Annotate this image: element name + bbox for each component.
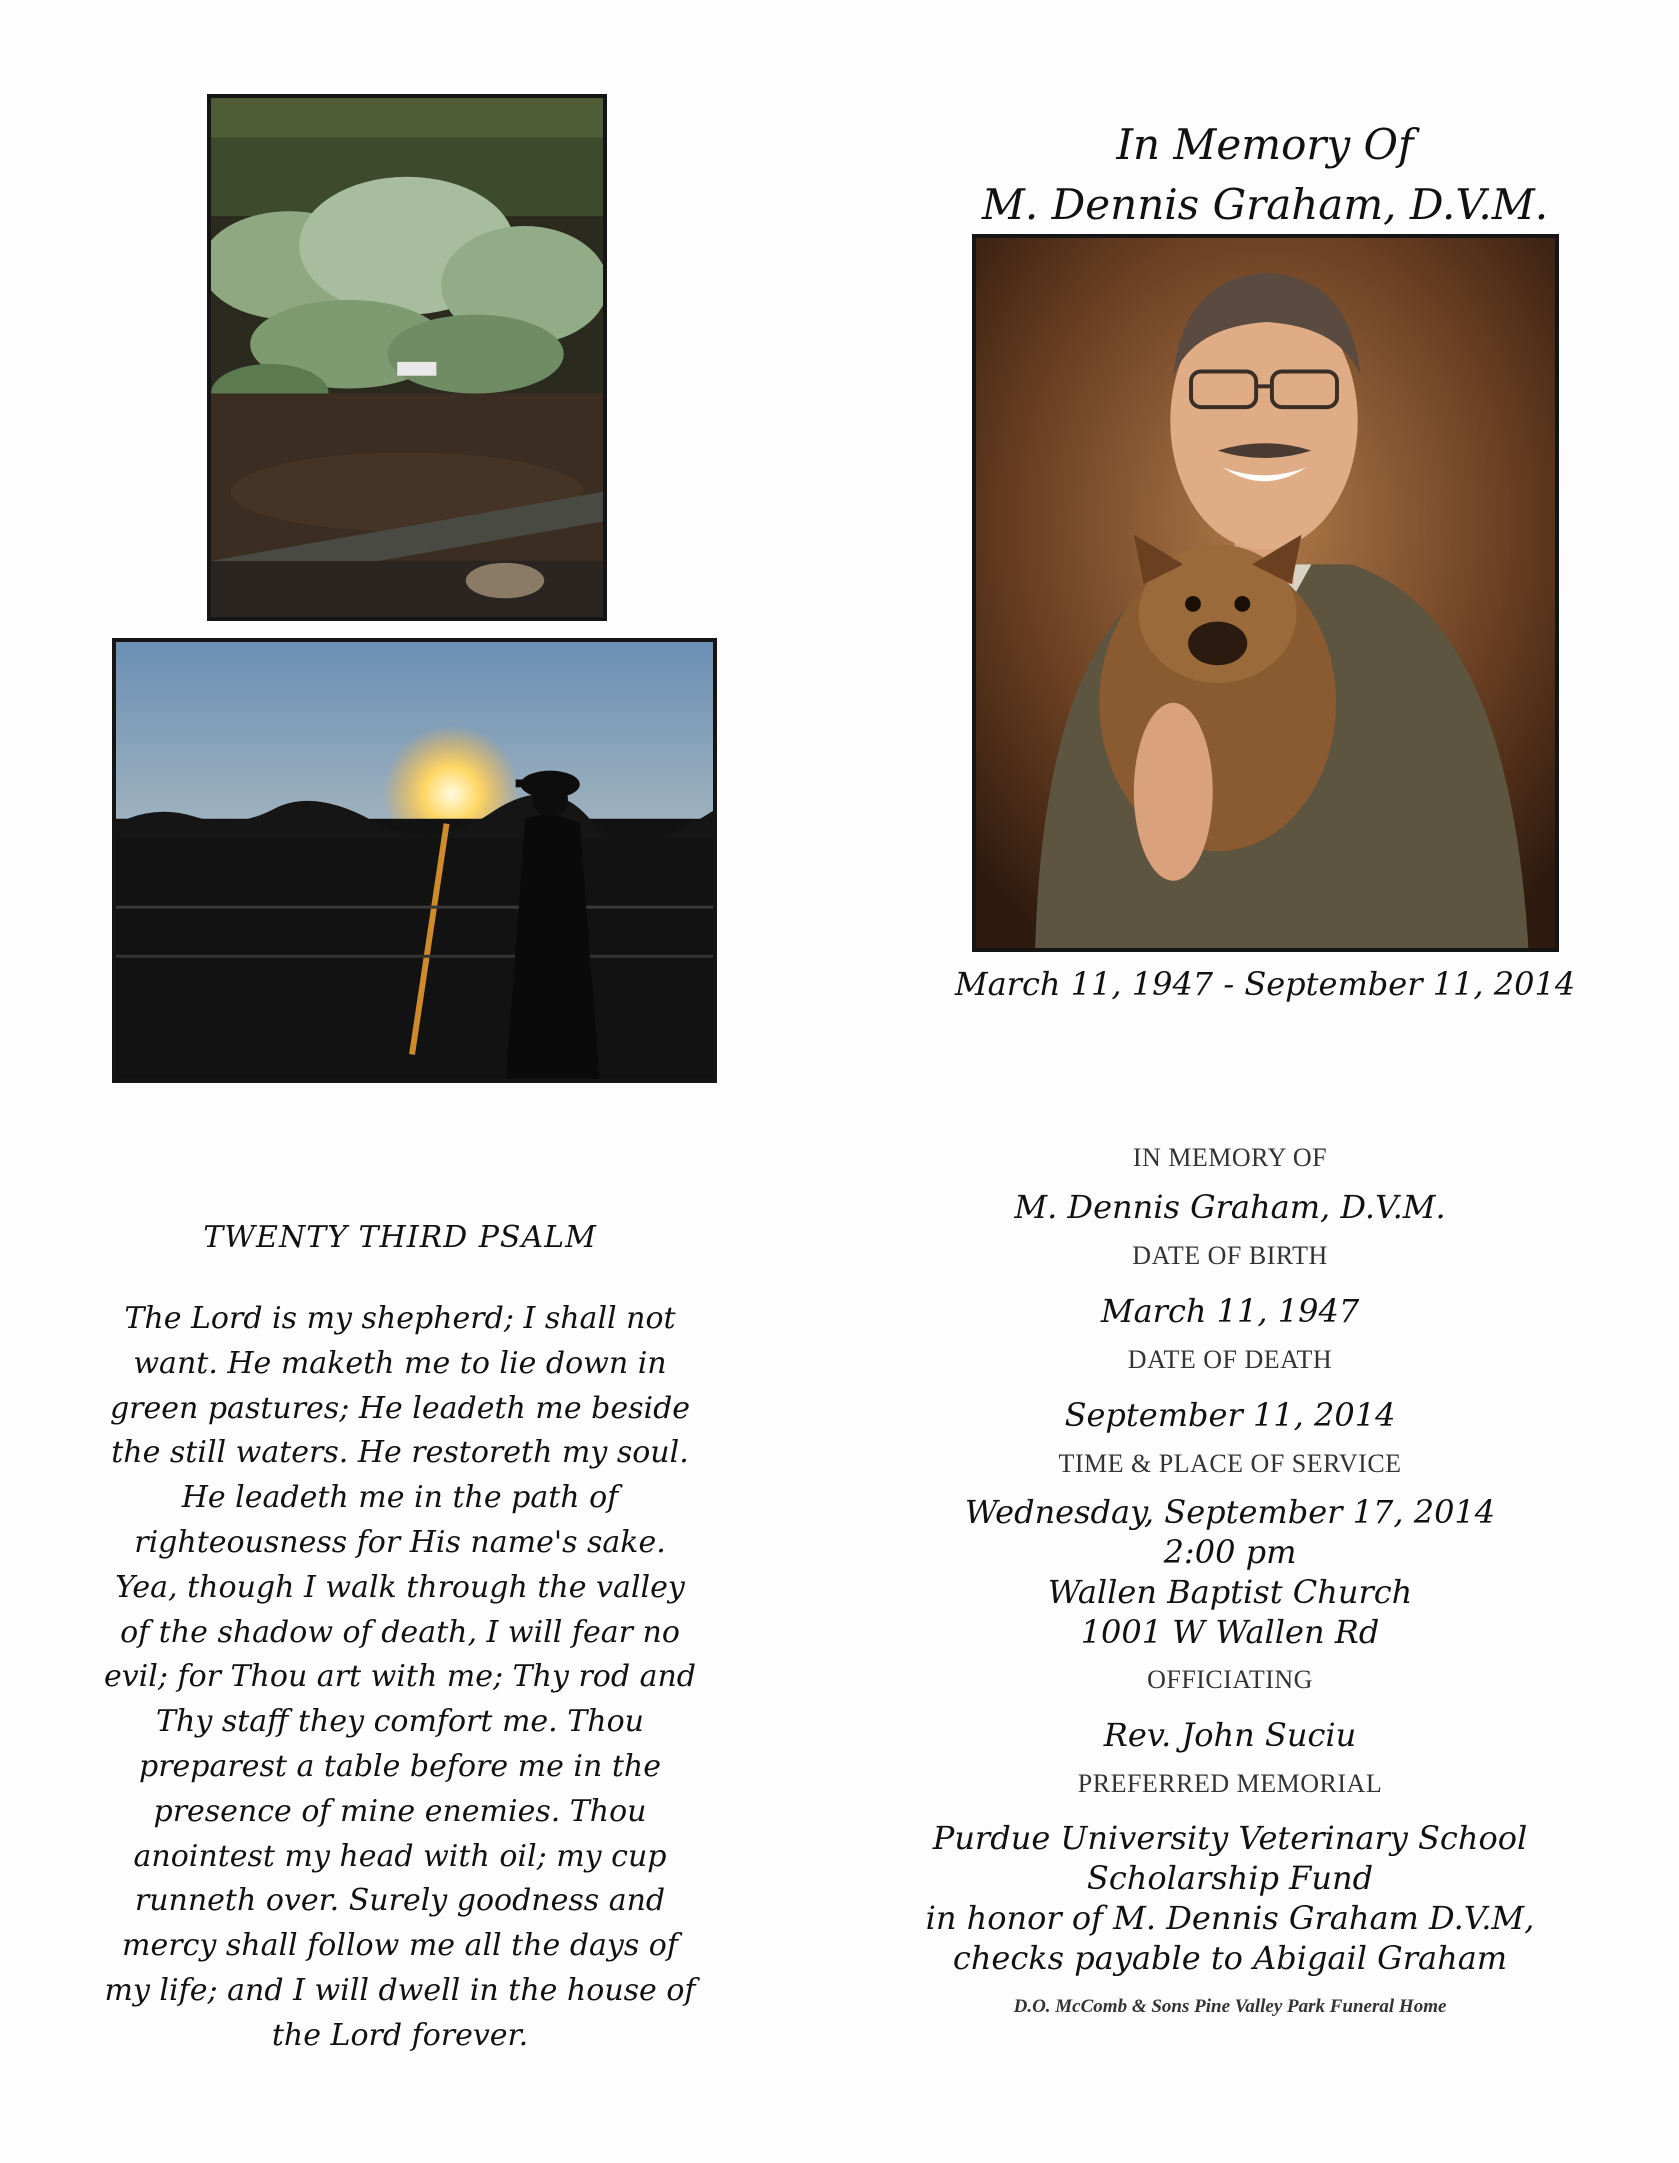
memorial-line: Purdue University Veterinary School (932, 1819, 1528, 1857)
service-date: Wednesday, September 17, 2014 (964, 1493, 1496, 1531)
psalm-line: runneth over. Surely goodness and (134, 1883, 666, 1919)
cover-title-name: M. Dennis Graham, D.V.M. (981, 180, 1549, 229)
cover-title-line1: In Memory Of (1116, 120, 1414, 169)
psalm-line: the still waters. He restoreth my soul. (111, 1435, 689, 1471)
psalm-line: green pastures; He leadeth me beside (109, 1390, 691, 1426)
service-address: 1001 W Wallen Rd (1080, 1613, 1380, 1651)
psalm-line: He leadeth me in the path of (181, 1480, 619, 1516)
birth-label: DATE OF BIRTH (1132, 1241, 1328, 1270)
officiating-label: OFFICIATING (1147, 1665, 1313, 1694)
psalm-line: preparest a table before me in the (139, 1748, 661, 1784)
birth-date: March 11, 1947 (1100, 1292, 1360, 1330)
psalm-line: evil; for Thou art with me; Thy rod and (103, 1659, 697, 1695)
memorial-line: Scholarship Fund (1086, 1859, 1374, 1897)
psalm-line: want. He maketh me to lie down in (133, 1345, 667, 1381)
sunset-image (116, 642, 713, 1079)
psalm-section (100, 1220, 700, 2059)
psalm-title: TWENTY THIRD PSALM (203, 1220, 597, 1255)
sunset-photo (112, 638, 717, 1083)
psalm-line: Thy staff they comfort me. Thou (156, 1704, 644, 1740)
deceased-name: M. Dennis Graham, D.V.M. (1014, 1188, 1446, 1226)
psalm-line: righteousness for His name's sake. (134, 1524, 666, 1560)
service-time: 2:00 pm (1163, 1533, 1297, 1571)
portrait-photo (972, 234, 1559, 952)
memorial-line: checks payable to Abigail Graham (952, 1939, 1508, 1977)
psalm-line: the Lord forever. (271, 2017, 529, 2053)
service-label: TIME & PLACE OF SERVICE (1058, 1449, 1402, 1478)
cover-dates: March 11, 1947 - September 11, 2014 (954, 965, 1576, 1003)
psalm-line: of the shadow of death, I will fear no (120, 1614, 680, 1650)
in-memory-label: IN MEMORY OF (1132, 1143, 1328, 1172)
memorial-label: PREFERRED MEMORIAL (1077, 1769, 1383, 1798)
psalm-line: anointest my head with oil; my cup (133, 1838, 667, 1874)
psalm-line: mercy shall follow me all the days of (122, 1928, 678, 1964)
death-date: September 11, 2014 (1064, 1396, 1396, 1434)
service-place: Wallen Baptist Church (1047, 1573, 1413, 1611)
psalm-line: presence of mine enemies. Thou (153, 1793, 647, 1829)
memorial-line: in honor of M. Dennis Graham D.V.M, (925, 1899, 1535, 1937)
funeral-home: D.O. McComb & Sons Pine Valley Park Funeral Home (1013, 1996, 1447, 2017)
garden-photo (207, 94, 607, 621)
officiant-name: Rev. John Suciu (1103, 1716, 1357, 1754)
cover-title (900, 115, 1630, 235)
service-details (880, 1140, 1580, 2018)
psalm-line: Yea, though I walk through the valley (115, 1569, 685, 1605)
psalm-line: my life; and I will dwell in the house of (104, 1972, 696, 2008)
portrait-image (976, 238, 1555, 948)
death-label: DATE OF DEATH (1127, 1345, 1333, 1374)
psalm-line: The Lord is my shepherd; I shall not (124, 1301, 676, 1336)
garden-image (211, 98, 603, 617)
